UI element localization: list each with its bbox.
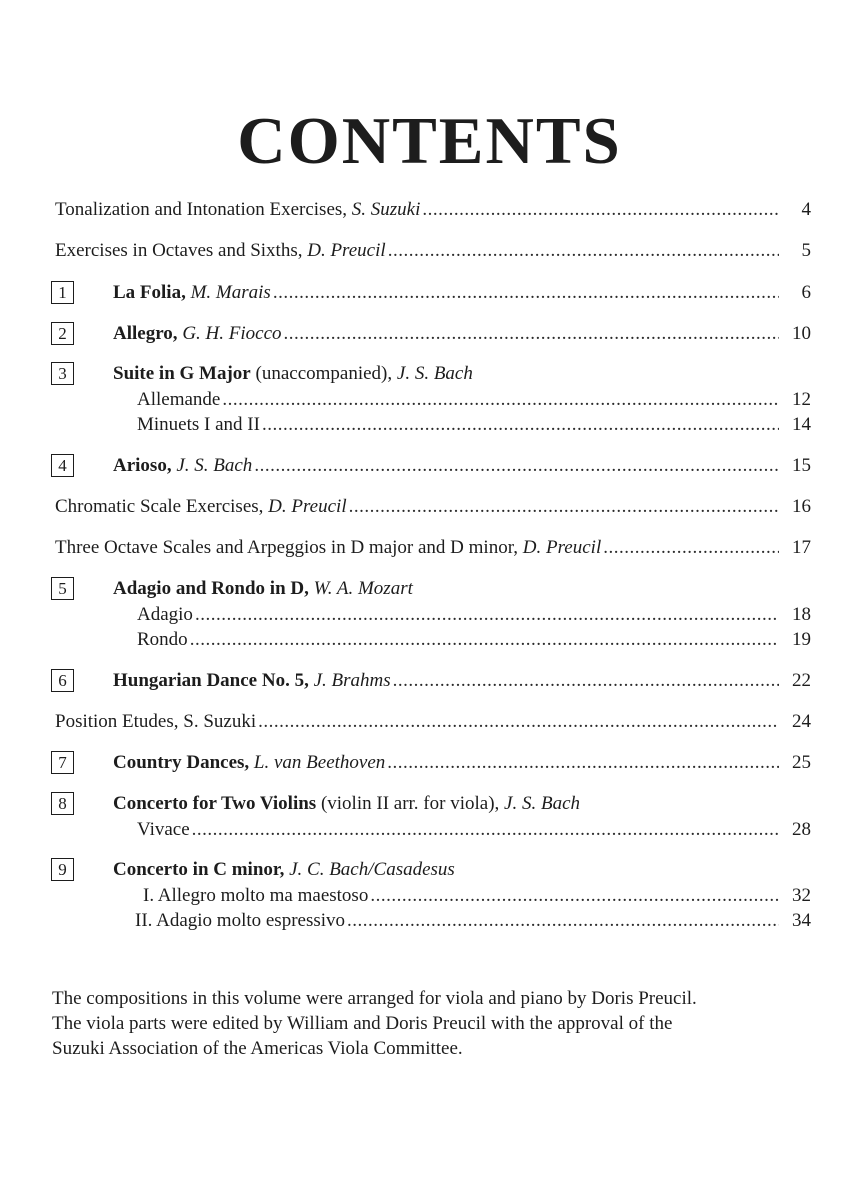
toc-entry-three-octave-scales[interactable]	[55, 537, 811, 559]
toc-entry-position-etudes[interactable]	[55, 711, 811, 733]
page-number: 16	[792, 496, 811, 517]
dot-leader	[347, 910, 779, 932]
piece-composer: J. C. Bach/Casadesus	[289, 859, 455, 880]
page-number: 12	[792, 389, 811, 410]
page-number: 28	[792, 819, 811, 840]
toc-entry-tonalization[interactable]	[55, 199, 811, 221]
entry-title: Tonalization and Intonation Exercises,	[55, 199, 352, 220]
toc-entry-allegro-molto[interactable]	[143, 885, 811, 907]
toc-entry-la-folia[interactable]	[113, 282, 811, 304]
movement-title: Adagio	[137, 604, 193, 625]
toc-entry-allemande[interactable]	[137, 389, 811, 411]
entry-author: S. Suzuki	[351, 199, 421, 220]
dot-leader	[262, 414, 779, 436]
toc-entry-rondo[interactable]	[137, 629, 811, 651]
dot-leader	[222, 389, 779, 411]
toc-entry-adagio-molto[interactable]	[135, 910, 811, 932]
dot-leader	[603, 537, 779, 559]
piece-note: (unaccompanied),	[250, 363, 397, 384]
dot-leader	[254, 455, 779, 477]
piece-title: Country Dances,	[113, 752, 254, 773]
page-number: 14	[792, 414, 811, 435]
toc-entry-chromatic-scale[interactable]	[55, 496, 811, 518]
piece-title: Hungarian Dance No. 5,	[113, 670, 314, 691]
arrangement-note	[52, 986, 832, 1061]
entry-author: D. Preucil	[307, 240, 386, 261]
page-number: 24	[792, 711, 811, 732]
dot-leader	[273, 282, 779, 304]
piece-title: Concerto for Two Violins	[113, 793, 317, 814]
note-line: The viola parts were edited by William and Doris Preucil with the approval of the	[52, 1013, 673, 1034]
piece-composer: J. S. Bach	[504, 793, 581, 814]
movement-title: I. Allegro molto ma maestoso	[143, 885, 369, 906]
note-line: Suzuki Association of the Americas Viola Committee.	[52, 1038, 463, 1059]
movement-title: Allemande	[137, 389, 221, 410]
piece-composer: J. S. Bach	[176, 455, 253, 476]
toc-entry-minuets[interactable]	[137, 414, 811, 436]
entry-author: D. Preucil	[268, 496, 347, 517]
toc-entry-octaves-sixths[interactable]	[55, 240, 811, 262]
toc-heading-concerto-c-minor	[113, 859, 455, 881]
page-title: CONTENTS	[237, 104, 622, 178]
dot-leader	[190, 629, 779, 651]
piece-number-box: 7	[51, 751, 74, 774]
movement-title: Rondo	[137, 629, 188, 650]
piece-title: Suite in G Major	[113, 363, 251, 384]
dot-leader	[387, 752, 779, 774]
page-number: 25	[792, 752, 811, 773]
piece-title: Adagio and Rondo in D,	[113, 578, 314, 599]
dot-leader	[393, 670, 779, 692]
movement-title: II. Adagio molto espressivo	[135, 910, 346, 931]
page-number: 34	[792, 910, 811, 931]
piece-number-box: 1	[51, 281, 74, 304]
entry-author: D. Preucil	[522, 537, 602, 558]
toc-entry-arioso[interactable]	[113, 455, 811, 477]
dot-leader	[388, 240, 779, 262]
note-line: The compositions in this volume were arranged for viola and piano by Doris Preucil.	[52, 988, 697, 1009]
piece-number-box: 9	[51, 858, 74, 881]
piece-number-box: 4	[51, 454, 74, 477]
page-number: 19	[792, 629, 811, 650]
page-number: 5	[801, 240, 811, 261]
piece-title: Allegro,	[113, 323, 183, 344]
page-number: 17	[792, 537, 811, 558]
piece-number-box: 2	[51, 322, 74, 345]
toc-entry-vivace[interactable]	[137, 819, 811, 841]
piece-composer: L. van Beethoven	[253, 752, 386, 773]
piece-composer: M. Marais	[190, 282, 271, 303]
toc-entry-allegro[interactable]	[113, 323, 811, 345]
toc-entry-adagio[interactable]	[137, 604, 811, 626]
dot-leader	[195, 604, 779, 626]
dot-leader	[370, 885, 779, 907]
piece-number-box: 8	[51, 792, 74, 815]
toc-heading-suite-g-major	[113, 363, 473, 385]
piece-composer: W. A. Mozart	[313, 578, 413, 599]
piece-number-box: 6	[51, 669, 74, 692]
page-number: 22	[792, 670, 811, 691]
toc-heading-concerto-two-violins	[113, 793, 580, 815]
movement-title: Vivace	[137, 819, 190, 840]
entry-title: Chromatic Scale Exercises,	[55, 496, 269, 517]
toc-entry-hungarian-dance[interactable]	[113, 670, 811, 692]
toc-heading-adagio-rondo	[113, 578, 413, 600]
entry-title: Exercises in Octaves and Sixths,	[55, 240, 308, 261]
entry-title: Three Octave Scales and Arpeggios in D major and D minor,	[55, 537, 523, 558]
page-number: 32	[792, 885, 811, 906]
page-number: 18	[792, 604, 811, 625]
entry-title: Position Etudes, S. Suzuki	[55, 711, 257, 732]
toc-entry-country-dances[interactable]	[113, 752, 811, 774]
piece-title: La Folia,	[113, 282, 191, 303]
piece-number-box: 3	[51, 362, 74, 385]
dot-leader	[284, 323, 779, 345]
page-number: 10	[792, 323, 811, 344]
piece-note: (violin II arr. for viola),	[316, 793, 505, 814]
dot-leader	[349, 496, 779, 518]
piece-composer: J. S. Bach	[396, 363, 473, 384]
piece-title: Arioso,	[113, 455, 177, 476]
page-number: 4	[801, 199, 811, 220]
page-number: 15	[792, 455, 811, 476]
movement-title: Minuets I and II	[137, 414, 260, 435]
page-number: 6	[801, 282, 811, 303]
dot-leader	[422, 199, 779, 221]
piece-composer: J. Brahms	[313, 670, 391, 691]
dot-leader	[192, 819, 779, 841]
piece-title: Concerto in C minor,	[113, 859, 290, 880]
piece-composer: G. H. Fiocco	[182, 323, 282, 344]
piece-number-box: 5	[51, 577, 74, 600]
dot-leader	[258, 711, 779, 733]
